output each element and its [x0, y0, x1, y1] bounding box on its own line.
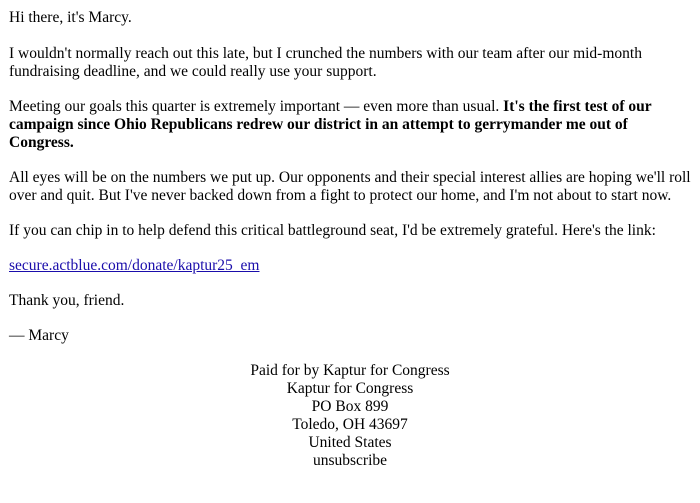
footer-po-box: PO Box 899	[311, 398, 389, 415]
paragraph-goals-emphasis: It's the first test of our campaign since Ohio Republicans redrew our district in an attempt to gerrymander me out of Congress.	[9, 98, 652, 151]
footer-city-state-zip: Toledo, OH 43697	[292, 416, 408, 433]
signature: — Marcy	[9, 327, 69, 344]
paragraph-goals-text: Meeting our goals this quarter is extremely important — even more than usual.	[9, 98, 504, 115]
paragraph-intro: I wouldn't normally reach out this late, but I crunched the numbers with our team after our mid-month fundraising deadline, and we could really use your support.	[9, 45, 642, 80]
paragraph-ask: If you can chip in to help defend this critical battleground seat, I'd be extremely grateful. Here's the link:	[9, 222, 656, 239]
closing: Thank you, friend.	[9, 292, 125, 309]
paragraph-goals	[9, 98, 691, 152]
donate-link[interactable]: secure.actblue.com/donate/kaptur25_em	[9, 257, 260, 274]
donate-link-paragraph	[9, 257, 691, 275]
footer-paid-for: Paid for by Kaptur for Congress	[250, 362, 450, 379]
unsubscribe-link[interactable]: unsubscribe	[312, 452, 388, 469]
footer	[9, 362, 691, 470]
footer-country: United States	[308, 434, 392, 451]
greeting: Hi there, it's Marcy.	[9, 9, 132, 26]
footer-committee: Kaptur for Congress	[286, 380, 414, 397]
paragraph-opponents: All eyes will be on the numbers we put up. Our opponents and their special interest allies are hoping we'll roll over and quit. But I've never backed down from a fight to protect our home, and I'm not about to start now.	[9, 169, 691, 204]
